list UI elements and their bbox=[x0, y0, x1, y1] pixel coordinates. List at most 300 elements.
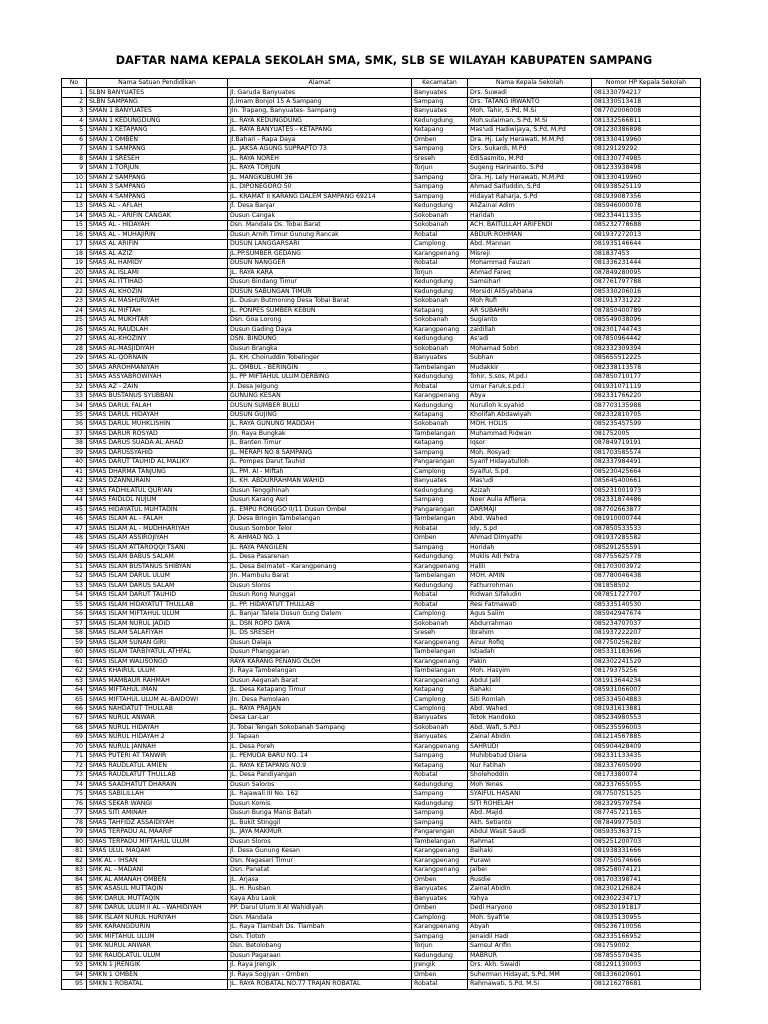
row-number: 42 bbox=[62, 477, 87, 486]
school-name: SMAS HIDAYATUL MUHTADIN bbox=[87, 505, 228, 514]
district: Banyuates bbox=[412, 733, 468, 742]
table-row bbox=[62, 866, 701, 875]
principal-name: Moh. Tahir, S.Pd, M.Si bbox=[468, 107, 592, 116]
table-row bbox=[62, 420, 701, 429]
school-name: SMAN 1 SAMPANG bbox=[87, 145, 228, 154]
phone-number: 081913644234 bbox=[592, 676, 701, 685]
row-number: 22 bbox=[62, 287, 87, 296]
principal-name: Syaiful, S.pd bbox=[468, 467, 592, 476]
school-address: DSN. BINDUNG bbox=[228, 335, 412, 344]
row-number: 91 bbox=[62, 942, 87, 951]
row-number: 37 bbox=[62, 429, 87, 438]
table-row bbox=[62, 572, 701, 581]
district: Sampang bbox=[412, 145, 468, 154]
school-name: SMAS PUTERI AT TANWIR bbox=[87, 752, 228, 761]
principal-name: ABDUR ROHMAN bbox=[468, 230, 592, 239]
district: Karangpenang bbox=[412, 249, 468, 258]
principal-name: Samsiharl bbox=[468, 278, 592, 287]
row-number: 35 bbox=[62, 410, 87, 419]
row-number: 64 bbox=[62, 686, 87, 695]
row-number: 86 bbox=[62, 894, 87, 903]
principal-name: Purawi bbox=[468, 856, 592, 865]
school-address: Desa Lar-Lar bbox=[228, 714, 412, 723]
principal-name: DARMAJI bbox=[468, 505, 592, 514]
phone-number: 085234707037 bbox=[592, 619, 701, 628]
phone-number: 087851727707 bbox=[592, 591, 701, 600]
school-address: PP. Darul Ulum II Al Wahidiyah bbox=[228, 904, 412, 913]
row-number: 11 bbox=[62, 183, 87, 192]
school-name: SMK NURUL ANWAR bbox=[87, 942, 228, 951]
principal-name: Rahaki bbox=[468, 686, 592, 695]
phone-number: 082331874486 bbox=[592, 496, 701, 505]
phone-number: 087750256282 bbox=[592, 638, 701, 647]
phone-number: 087702006008 bbox=[592, 107, 701, 116]
row-number: 78 bbox=[62, 818, 87, 827]
school-name: SMAS AL MUKHTAR bbox=[87, 316, 228, 325]
principal-name: Drs. Akh. Swaidi bbox=[468, 961, 592, 970]
row-number: 34 bbox=[62, 401, 87, 410]
phone-number: 087755625778 bbox=[592, 553, 701, 562]
table-row bbox=[62, 335, 701, 344]
district: Sampang bbox=[412, 818, 468, 827]
principal-name: Suherman Hidayat, S.Pd, MM bbox=[468, 970, 592, 979]
row-number: 76 bbox=[62, 799, 87, 808]
principal-name: Abd. Majid bbox=[468, 809, 592, 818]
district: Omben bbox=[412, 534, 468, 543]
row-number: 32 bbox=[62, 382, 87, 391]
table-row bbox=[62, 439, 701, 448]
row-number: 23 bbox=[62, 297, 87, 306]
row-number: 40 bbox=[62, 458, 87, 467]
district: Torjun bbox=[412, 268, 468, 277]
phone-number: 082332810705 bbox=[592, 410, 701, 419]
row-number: 2 bbox=[62, 97, 87, 106]
principal-name: Abd. Wafi, S.Pd.I bbox=[468, 723, 592, 732]
table-row bbox=[62, 695, 701, 704]
principal-name: Totok Handoko bbox=[468, 714, 592, 723]
table-row bbox=[62, 847, 701, 856]
school-address: JL. RAYA ROBATAL NO.77 TRAJAN ROBATAL bbox=[228, 980, 412, 989]
table-row bbox=[62, 88, 701, 97]
district: Omben bbox=[412, 875, 468, 884]
table-row bbox=[62, 932, 701, 941]
table-row bbox=[62, 448, 701, 457]
school-name: SMAS ISLAM NURUL JADID bbox=[87, 619, 228, 628]
principal-name: Yahya bbox=[468, 894, 592, 903]
district: Omben bbox=[412, 135, 468, 144]
row-number: 15 bbox=[62, 221, 87, 230]
district: Kedungdung bbox=[412, 373, 468, 382]
table-header-row bbox=[62, 79, 701, 88]
school-address: JL. PP MIFTAHUL ULUM DERBING bbox=[228, 373, 412, 382]
table-row bbox=[62, 373, 701, 382]
table-row bbox=[62, 211, 701, 220]
district: Robatal bbox=[412, 771, 468, 780]
row-number: 53 bbox=[62, 581, 87, 590]
phone-number: 085230191817 bbox=[592, 904, 701, 913]
principal-name: Nur Fatihah bbox=[468, 761, 592, 770]
phone-number: 081330513418 bbox=[592, 97, 701, 106]
school-name: SMAS SABILILLAH bbox=[87, 790, 228, 799]
school-name: SMAS AL AZIZ bbox=[87, 249, 228, 258]
phone-number: 081330774985 bbox=[592, 154, 701, 163]
district: Ketapang bbox=[412, 761, 468, 770]
district: Banyuates bbox=[412, 88, 468, 97]
district: Karangpenang bbox=[412, 866, 468, 875]
school-name: SMK RAUDLATUL ULUM bbox=[87, 951, 228, 960]
school-name: SMAS MIFTAHUL IMAN bbox=[87, 686, 228, 695]
row-number: 73 bbox=[62, 771, 87, 780]
district: Sampang bbox=[412, 543, 468, 552]
district: Robatal bbox=[412, 980, 468, 989]
district: Robatal bbox=[412, 524, 468, 533]
school-name: SMAS DARUS SUADA AL AHAD bbox=[87, 439, 228, 448]
phone-number: 082337655055 bbox=[592, 780, 701, 789]
school-address: JL. Raya Tlambah Ds. Tlambah bbox=[228, 923, 412, 932]
table-row bbox=[62, 467, 701, 476]
phone-number: 087850710177 bbox=[592, 373, 701, 382]
table-row bbox=[62, 354, 701, 363]
school-address: Jl.Bahari - Rapa Daya bbox=[228, 135, 412, 144]
district: Tambelangan bbox=[412, 572, 468, 581]
school-address: JL. Desa Ketapang Timur bbox=[228, 686, 412, 695]
school-name: SLBN BANYUATES bbox=[87, 88, 228, 97]
school-name: SMAN 1 BANYUATES bbox=[87, 107, 228, 116]
principal-name: Azizah bbox=[468, 486, 592, 495]
header-no: No bbox=[62, 79, 87, 88]
principal-name: Ahmad Fareq bbox=[468, 268, 592, 277]
row-number: 36 bbox=[62, 420, 87, 429]
row-number: 69 bbox=[62, 733, 87, 742]
table-row bbox=[62, 610, 701, 619]
school-address: Dusun Arnih Timur Gunung Rancak bbox=[228, 230, 412, 239]
school-name: SMAS DZANNURAIN bbox=[87, 477, 228, 486]
school-address: JL. JAKSA AGUNG SUPRAPTO 73 bbox=[228, 145, 412, 154]
principal-name: Abya bbox=[468, 391, 592, 400]
principal-name: MOH. HOLIS bbox=[468, 420, 592, 429]
school-name: SMAS NURUL JANNAH bbox=[87, 742, 228, 751]
phone-number: 08173380074 bbox=[592, 771, 701, 780]
phone-number: 081752005 bbox=[592, 429, 701, 438]
principal-name: Zainal Abidin bbox=[468, 733, 592, 742]
school-name: SMK KARANGDURIN bbox=[87, 923, 228, 932]
school-name: SMAN 1 KEDUNGDUNG bbox=[87, 116, 228, 125]
district: Banyuates bbox=[412, 894, 468, 903]
district: Camplong bbox=[412, 240, 468, 249]
principal-name: Pakin bbox=[468, 657, 592, 666]
district: Sampang bbox=[412, 932, 468, 941]
school-address: Dsn. Goa Lorong bbox=[228, 316, 412, 325]
phone-number: 085291255591 bbox=[592, 543, 701, 552]
phone-number: 087850400789 bbox=[592, 306, 701, 315]
principal-name: Sholehoddin bbox=[468, 771, 592, 780]
school-name: SMAS ISLAM BABUS SALAM bbox=[87, 553, 228, 562]
school-address: Kaya Abu Laok bbox=[228, 894, 412, 903]
table-row bbox=[62, 259, 701, 268]
row-number: 59 bbox=[62, 638, 87, 647]
school-name: SMAS FADHILATUL QUR'AN bbox=[87, 486, 228, 495]
principal-name: Abd. Mannan bbox=[468, 240, 592, 249]
school-name: SMAS BUSTANUS SYUBBAN bbox=[87, 391, 228, 400]
district: Kedungdung bbox=[412, 780, 468, 789]
district: Tambelangan bbox=[412, 648, 468, 657]
principal-name: EdiSasmito, M.Pd bbox=[468, 154, 592, 163]
school-name: SMK DARUL ULUM II AL - WAHIDIYAH bbox=[87, 904, 228, 913]
phone-number: 081330419960 bbox=[592, 173, 701, 182]
school-name: SMK AL - MADANI bbox=[87, 866, 228, 875]
phone-number: 087850533533 bbox=[592, 524, 701, 533]
table-row bbox=[62, 268, 701, 277]
row-number: 39 bbox=[62, 448, 87, 457]
row-number: 83 bbox=[62, 866, 87, 875]
school-address: Jl. Tapaan bbox=[228, 733, 412, 742]
district: Sokobanah bbox=[412, 344, 468, 353]
district: Banyuates bbox=[412, 354, 468, 363]
phone-number: 081336231444 bbox=[592, 259, 701, 268]
school-address: DUSUN NANGGER bbox=[228, 259, 412, 268]
principal-name: Drs. Sukardi, M.Pd bbox=[468, 145, 592, 154]
district: Robatal bbox=[412, 230, 468, 239]
row-number: 18 bbox=[62, 249, 87, 258]
table-row bbox=[62, 192, 701, 201]
phone-number: 081291130003 bbox=[592, 961, 701, 970]
row-number: 79 bbox=[62, 828, 87, 837]
district: Karangpenang bbox=[412, 657, 468, 666]
school-address: JL. PEMUDA BARU NO. 14 bbox=[228, 752, 412, 761]
principal-name: Samsul Arifin bbox=[468, 942, 592, 951]
school-name: SMK AL AMANAH OMBEN bbox=[87, 875, 228, 884]
district: Sampang bbox=[412, 496, 468, 505]
district: Omben bbox=[412, 904, 468, 913]
principal-name: Moh Yenes bbox=[468, 780, 592, 789]
principal-name: Misreji bbox=[468, 249, 592, 258]
table-row bbox=[62, 894, 701, 903]
row-number: 48 bbox=[62, 534, 87, 543]
row-number: 80 bbox=[62, 837, 87, 846]
table-row bbox=[62, 524, 701, 533]
school-name: SMAS DARUSSYAHID bbox=[87, 448, 228, 457]
school-address: Dsn. Nagasari Timur bbox=[228, 856, 412, 865]
table-row bbox=[62, 173, 701, 182]
school-address: JL. Desa Poreh bbox=[228, 742, 412, 751]
table-row bbox=[62, 344, 701, 353]
principal-name: Zainal Abidin bbox=[468, 885, 592, 894]
school-name: SMAS ISLAM WALISONGO bbox=[87, 657, 228, 666]
row-number: 29 bbox=[62, 354, 87, 363]
row-number: 30 bbox=[62, 363, 87, 372]
phone-number: 081230386898 bbox=[592, 126, 701, 135]
school-address: Dsn. Mandala bbox=[228, 913, 412, 922]
district: Sokobanah bbox=[412, 316, 468, 325]
row-number: 77 bbox=[62, 809, 87, 818]
table-row bbox=[62, 837, 701, 846]
principal-name: Drs. TATANG IRWANTO bbox=[468, 97, 592, 106]
table-row bbox=[62, 904, 701, 913]
phone-number: 082338113578 bbox=[592, 363, 701, 372]
district: Ketapang bbox=[412, 306, 468, 315]
table-body bbox=[62, 88, 701, 989]
table-row bbox=[62, 306, 701, 315]
district: Ketapang bbox=[412, 439, 468, 448]
school-name: SMAS AL - AFLAH bbox=[87, 202, 228, 211]
phone-number: 085232778688 bbox=[592, 221, 701, 230]
row-number: 46 bbox=[62, 515, 87, 524]
school-name: SMAS DARUL HIDAYAH bbox=[87, 410, 228, 419]
school-address: Jl. Desa Gunung Kesan bbox=[228, 847, 412, 856]
school-name: SMAS AL - HIDAYAH bbox=[87, 221, 228, 230]
phone-number: 082331766220 bbox=[592, 391, 701, 400]
phone-number: 082337984491 bbox=[592, 458, 701, 467]
phone-number: 087761797788 bbox=[592, 278, 701, 287]
row-number: 31 bbox=[62, 373, 87, 382]
school-name: SMAS AL KHOZIN bbox=[87, 287, 228, 296]
school-address: JL. OMBUL - BERINGIN bbox=[228, 363, 412, 372]
principal-name: Syarif Hidayatulloh bbox=[468, 458, 592, 467]
school-address: JL. H. Rusban bbox=[228, 885, 412, 894]
school-address: Dusun Gading Daya bbox=[228, 325, 412, 334]
phone-number: 08179375256 bbox=[592, 667, 701, 676]
table-row bbox=[62, 742, 701, 751]
school-address: JL. Desa Belmatet - Karangpenang bbox=[228, 562, 412, 571]
school-address: Dusun Cangak bbox=[228, 211, 412, 220]
row-number: 6 bbox=[62, 135, 87, 144]
district: Sokobanah bbox=[412, 420, 468, 429]
district: Tambelangan bbox=[412, 515, 468, 524]
school-address: JL. Rajawali III No. 162 bbox=[228, 790, 412, 799]
principal-name: zaidillah bbox=[468, 325, 592, 334]
phone-number: 085904428409 bbox=[592, 742, 701, 751]
district: Banyuates bbox=[412, 107, 468, 116]
row-number: 4 bbox=[62, 116, 87, 125]
table-row bbox=[62, 486, 701, 495]
school-name: SMAS DARUT TAUHID AL MALIKY bbox=[87, 458, 228, 467]
school-address: JL. JAYA MAKMUR bbox=[228, 828, 412, 837]
phone-number: 085235457599 bbox=[592, 420, 701, 429]
table-row bbox=[62, 240, 701, 249]
row-number: 61 bbox=[62, 657, 87, 666]
row-number: 75 bbox=[62, 790, 87, 799]
school-name: SMAS AL HAMIDY bbox=[87, 259, 228, 268]
principal-name: Muhibbatud Diana bbox=[468, 752, 592, 761]
table-row bbox=[62, 515, 701, 524]
phone-number: 087780046438 bbox=[592, 572, 701, 581]
district: Sampang bbox=[412, 97, 468, 106]
phone-number: 081233938498 bbox=[592, 164, 701, 173]
principal-name: Moh. Hasyim bbox=[468, 667, 592, 676]
school-name: SMAS ISLAM DARUS SALAM bbox=[87, 581, 228, 590]
table-row bbox=[62, 496, 701, 505]
school-name: SMKN 1 JRENGIK bbox=[87, 961, 228, 970]
table-row bbox=[62, 97, 701, 106]
district: Sampang bbox=[412, 809, 468, 818]
school-name: SMAS FAIDLOL NUJUM bbox=[87, 496, 228, 505]
school-address: JL. DIPONEGORO 50 bbox=[228, 183, 412, 192]
phone-number: 085335140530 bbox=[592, 600, 701, 609]
row-number: 28 bbox=[62, 344, 87, 353]
table-row bbox=[62, 648, 701, 657]
school-address: JL. RAYA PANGILEN bbox=[228, 543, 412, 552]
principal-name: Idy, S.pd bbox=[468, 524, 592, 533]
school-name: SMAS ISLAM DARUL ULUM bbox=[87, 572, 228, 581]
district: Banyuates bbox=[412, 714, 468, 723]
phone-number: 081214567885 bbox=[592, 733, 701, 742]
district: Kedungdung bbox=[412, 287, 468, 296]
table-row bbox=[62, 391, 701, 400]
table-row bbox=[62, 723, 701, 732]
row-number: 25 bbox=[62, 316, 87, 325]
district: Kedungdung bbox=[412, 116, 468, 125]
principal-name: MOH. AMIN bbox=[468, 572, 592, 581]
principal-name: Jaibei bbox=[468, 866, 592, 875]
row-number: 81 bbox=[62, 847, 87, 856]
table-row bbox=[62, 363, 701, 372]
school-address: Dsn. Panatat bbox=[228, 866, 412, 875]
district: Kedungdung bbox=[412, 401, 468, 410]
row-number: 63 bbox=[62, 676, 87, 685]
district: Kedungdung bbox=[412, 202, 468, 211]
table-row bbox=[62, 429, 701, 438]
principal-name: Baihaki bbox=[468, 847, 592, 856]
principal-name: Abdul Jalil bbox=[468, 676, 592, 685]
row-number: 55 bbox=[62, 600, 87, 609]
school-name: SMK ASASUL MUTTAQIN bbox=[87, 885, 228, 894]
row-number: 1 bbox=[62, 88, 87, 97]
principal-name: Iqsor bbox=[468, 439, 592, 448]
phone-number: 085549038096 bbox=[592, 316, 701, 325]
table-row bbox=[62, 202, 701, 211]
school-name: SMAS SAADHATUT DHARAIN bbox=[87, 780, 228, 789]
table-row bbox=[62, 591, 701, 600]
principal-name: Sugianto bbox=[468, 316, 592, 325]
district: Karangpenang bbox=[412, 856, 468, 865]
table-row bbox=[62, 970, 701, 979]
school-address: Jl. Raya Sogiyan - Omben bbox=[228, 970, 412, 979]
school-name: SMAS TAHFIDZ ASSAIDIYAH bbox=[87, 818, 228, 827]
principal-name: Subhan bbox=[468, 354, 592, 363]
school-name: SMAS ASSYABROWIYAH bbox=[87, 373, 228, 382]
school-name: SMAS RAUDLATUT THULLAB bbox=[87, 771, 228, 780]
district: Tambelangan bbox=[412, 363, 468, 372]
table-row bbox=[62, 505, 701, 514]
school-address: JL. PONPES SUMBER KEBUN bbox=[228, 306, 412, 315]
phone-number: 082331133435 bbox=[592, 752, 701, 761]
district: Pangarengan bbox=[412, 458, 468, 467]
district: Kedungdung bbox=[412, 951, 468, 960]
row-number: 16 bbox=[62, 230, 87, 239]
principal-name: As'adi bbox=[468, 335, 592, 344]
school-name: SMAN 1 OMBEN bbox=[87, 135, 228, 144]
district: Kedungdung bbox=[412, 486, 468, 495]
school-address: RAYA KARANG PENANG OLOH bbox=[228, 657, 412, 666]
table-row bbox=[62, 676, 701, 685]
school-name: SLBN SAMPANG bbox=[87, 97, 228, 106]
school-name: SMAS NAHDATUT THULLAB bbox=[87, 704, 228, 713]
district: Kedungdung bbox=[412, 278, 468, 287]
row-number: 3 bbox=[62, 107, 87, 116]
district: Sokobanah bbox=[412, 221, 468, 230]
school-name: SMAS ISLAM BUSTANUS SHIBYAN bbox=[87, 562, 228, 571]
phone-number: 082335166952 bbox=[592, 932, 701, 941]
phone-number: 081931071119 bbox=[592, 382, 701, 391]
school-address: Jln. Desa Pamolaan bbox=[228, 695, 412, 704]
row-number: 24 bbox=[62, 306, 87, 315]
principal-name: Ridwan Sifaludin bbox=[468, 591, 592, 600]
principal-name: Horidah bbox=[468, 543, 592, 552]
principal-name: Agus Salim bbox=[468, 610, 592, 619]
phone-number: 081931613881 bbox=[592, 704, 701, 713]
school-name: SMAS TERPADU AL MAARIF bbox=[87, 828, 228, 837]
school-name: SMAS SITI AMINAH bbox=[87, 809, 228, 818]
